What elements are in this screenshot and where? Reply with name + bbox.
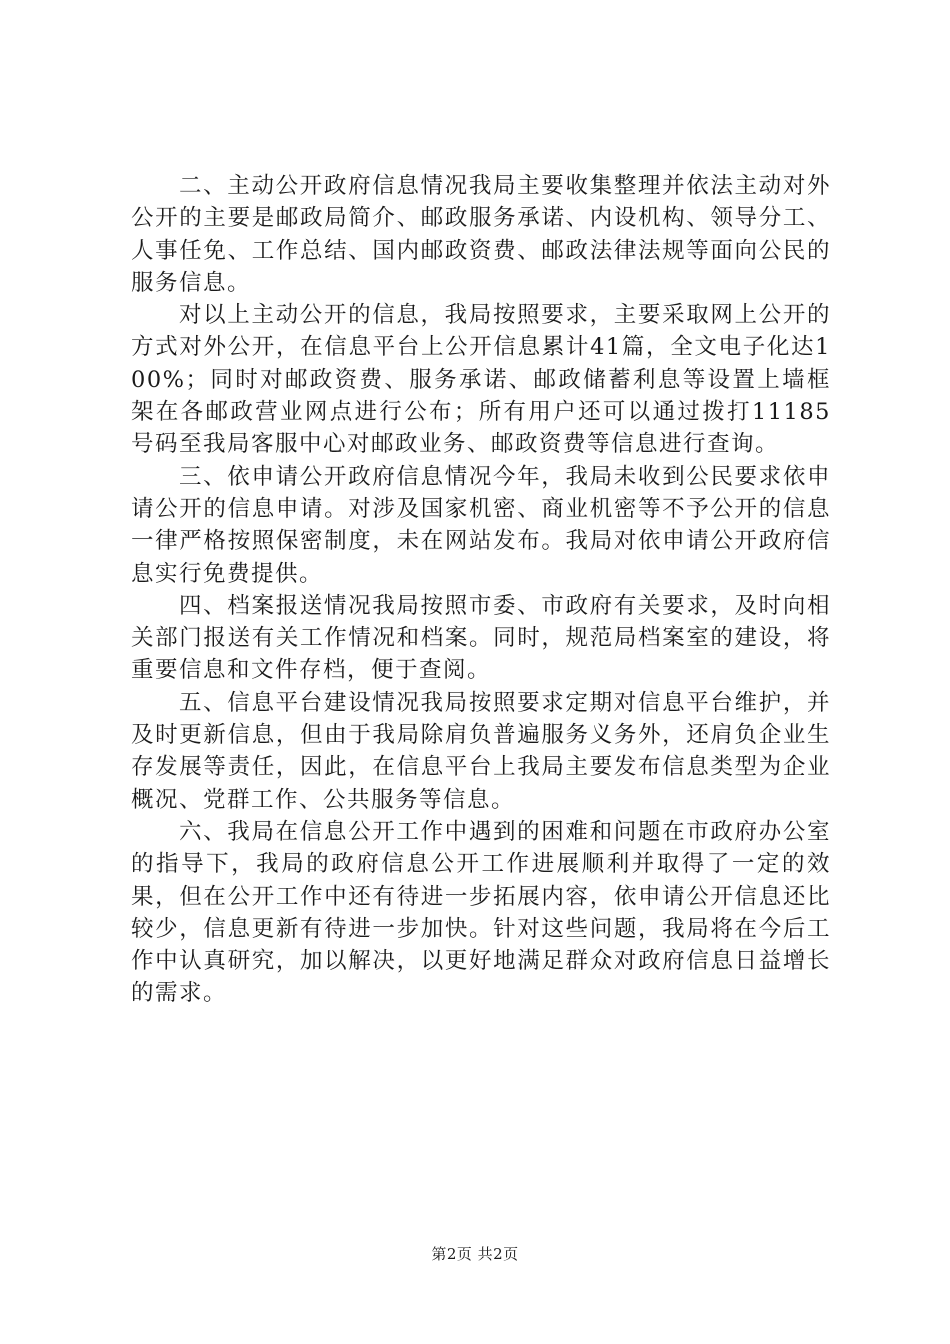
paragraph-difficulties-problems: 六、我局在信息公开工作中遇到的困难和问题在市政府办公室的指导下，我局的政府信息公开工作进展顺利并取得了一定的效果，但在公开工作中还有待进一步拓展内容，依申请公开信息还比较少，信息更新有待进一步加快。针对这些问题，我局将在今后工作中认真研究，加以解决，以更好地满足群众对政府信息日益增长的需求。 xyxy=(131,818,831,1007)
page-footer xyxy=(0,1244,950,1264)
paragraph-platform-construction: 五、信息平台建设情况我局按照要求定期对信息平台维护，并及时更新信息，但由于我局除肩负普遍服务义务外，还肩负企业生存发展等责任，因此，在信息平台上我局主要发布信息类型为企业概况、党群工作、公共服务等信息。 xyxy=(131,689,831,813)
document-body xyxy=(131,170,831,1010)
paragraph-active-disclosure: 二、主动公开政府信息情况我局主要收集整理并依法主动对外公开的主要是邮政局简介、邮政服务承诺、内设机构、领导分工、人事任免、工作总结、国内邮政资费、邮政法律法规等面向公民的服务信息。 xyxy=(131,173,831,296)
page-number-label: 第2页 共2页 xyxy=(431,1245,519,1263)
paragraph-request-disclosure: 三、依申请公开政府信息情况今年，我局未收到公民要求依申请公开的信息申请。对涉及国家机密、商业机密等不予公开的信息一律严格按照保密制度，未在网站发布。我局对依申请公开政府信息实行免费提供。 xyxy=(131,463,831,587)
paragraph-disclosure-methods: 对以上主动公开的信息，我局按照要求，主要采取网上公开的方式对外公开，在信息平台上公开信息累计41篇，全文电子化达100%；同时对邮政资费、服务承诺、邮政储蓄利息等设置上墙框架在各邮政营业网点进行公布；所有用户还可以通过拨打11185号码至我局客服中心对邮政业务、邮政资费等信息进行查询。 xyxy=(131,302,831,458)
paragraph-archive-submission: 四、档案报送情况我局按照市委、市政府有关要求，及时向相关部门报送有关工作情况和档案。同时，规范局档案室的建设，将重要信息和文件存档，便于查阅。 xyxy=(131,592,831,684)
